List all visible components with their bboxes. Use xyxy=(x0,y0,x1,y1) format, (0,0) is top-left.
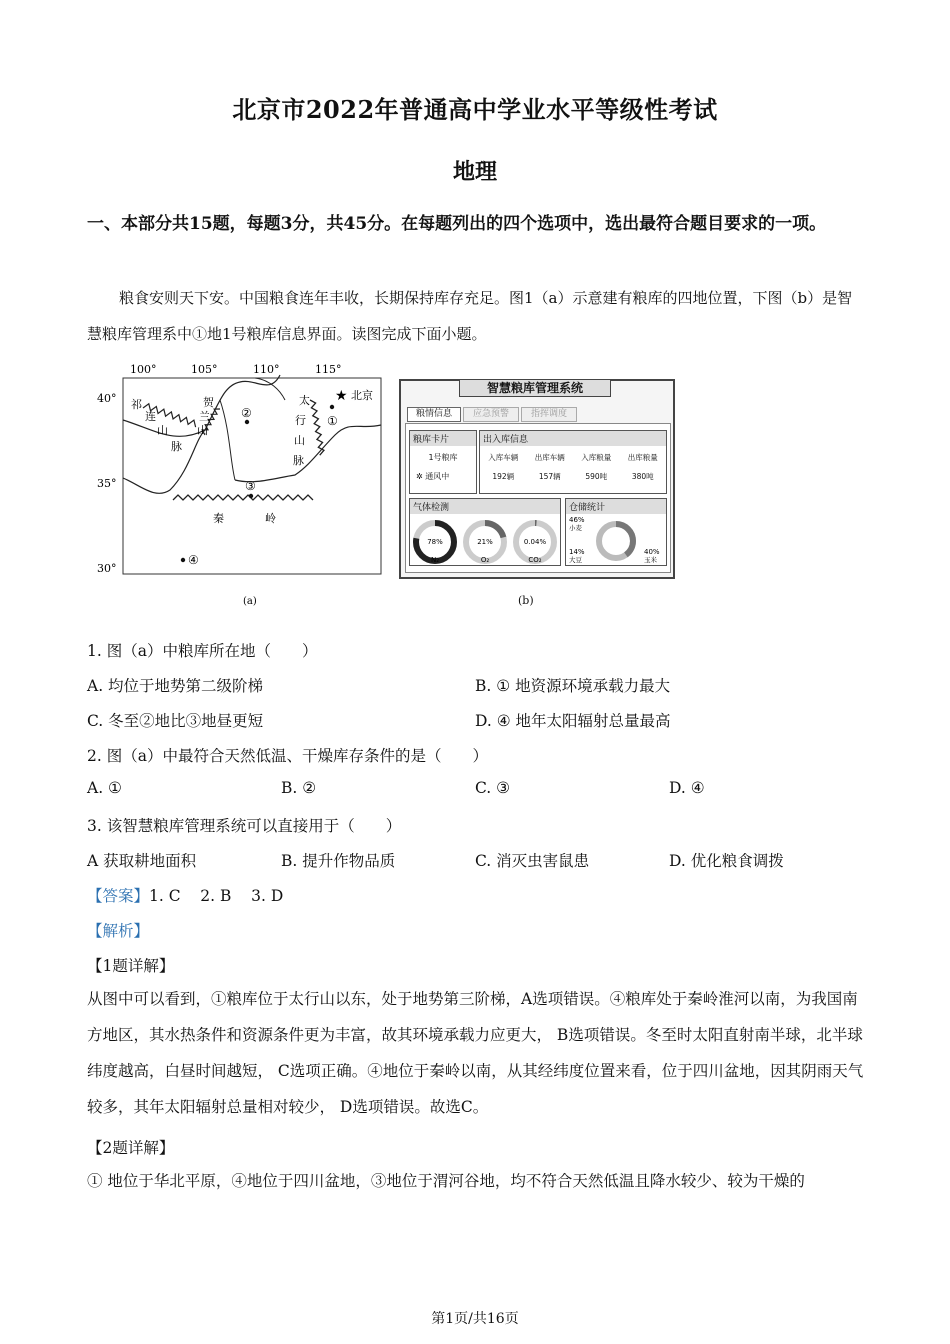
storage-pct: 40% xyxy=(644,548,660,556)
storage-donut xyxy=(566,514,666,566)
question-3-stem: 3. 该智慧粮库管理系统可以直接用于（ ） xyxy=(87,817,402,835)
map-label-qinling: 岭 xyxy=(265,512,276,525)
io-val: 590吨 xyxy=(585,472,608,481)
storage-label: 大豆 xyxy=(569,556,582,564)
map-label-helan: 山 xyxy=(197,424,208,437)
site-3: ③ xyxy=(245,479,256,493)
figure-b-caption: (b) xyxy=(518,594,534,607)
question-1-stem: 1. 图（a）中粮库所在地（ ） xyxy=(87,642,318,660)
detail-2-text: ① 地位于华北平原，④地位于四川盆地，③地位于渭河谷地，均不符合天然低温且降水较少、较为干燥的 xyxy=(87,1172,805,1190)
gauge-label: CO₂ xyxy=(528,556,542,564)
q1-option-c: C. 冬至②地比③地昼更短 xyxy=(87,712,264,730)
lon-tick: 105° xyxy=(191,363,218,376)
site-2: ② xyxy=(241,406,252,420)
io-val: 157辆 xyxy=(538,472,561,481)
q2-option-c: C. ③ xyxy=(475,779,511,797)
lon-tick: 110° xyxy=(253,363,280,376)
answer-tag: 【答案】 xyxy=(87,887,150,905)
card-name: 1号粮库 xyxy=(428,453,458,462)
q2-option-b: B. ② xyxy=(281,779,317,797)
storage-pct: 14% xyxy=(569,548,585,556)
gauge-label: O₂ xyxy=(480,556,490,564)
figure-b-panel xyxy=(399,379,675,579)
storage-label: 玉米 xyxy=(644,556,657,564)
detail-1-text: 从图中可以看到，①粮库位于太行山以东，处于地势第三阶梯，A选项错误。④粮库处于秦岭淮河以南，为我国南方地区，其水热条件和资源条件更为丰富，故其环境承载力应更大， B选项错误。冬至时太阳直射南半球，北半球纬度越高，白昼时间越短， C选项正确。④地位于秦岭以南，从其经纬度位置来看，位于四川盆地，因其阴雨天气较多，其年太阳辐射总量相对较少， D选项错误。故选C。 xyxy=(87,990,864,1116)
detail-2-heading: 【2题详解】 xyxy=(87,1139,175,1157)
grain-card xyxy=(409,430,477,494)
tab-grain-info: 粮情信息 xyxy=(407,407,461,422)
q2-option-d: D. ④ xyxy=(669,779,705,797)
section-heading: 一、本部分共15题，每题3分，共45分。在每题列出的四个选项中，选出最符合题目要求的一项。 xyxy=(87,214,827,234)
map-label-taihang: 山 xyxy=(294,434,305,447)
detail-1-heading: 【1题详解】 xyxy=(87,957,175,975)
gauge-label: N₂ xyxy=(430,556,440,564)
storage-pct: 46% xyxy=(569,516,585,524)
answer-text: 1. C 2. B 3. D xyxy=(149,887,284,905)
q3-option-b: B. 提升作物品质 xyxy=(281,852,396,870)
intro-paragraph: 粮食安则天下安。中国粮食连年丰收，长期保持库存充足。图1（a）示意建有粮库的四地位置，下图（b）是智慧粮库管理系中①地1号粮库信息界面。读图完成下面小题。 xyxy=(87,289,853,343)
storage-title: 仓储统计 xyxy=(566,499,666,514)
gauge-pct: 0.04% xyxy=(523,538,547,546)
q3-option-c: C. 消灭虫害鼠患 xyxy=(475,852,590,870)
gas-gauges xyxy=(410,514,560,566)
question-2-stem: 2. 图（a）中最符合天然低温、干燥库存条件的是（ ） xyxy=(87,747,488,765)
map-label-qinling: 秦 xyxy=(213,512,224,525)
q3-option-d: D. 优化粮食调拨 xyxy=(669,852,784,870)
map-label-taihang: 行 xyxy=(295,414,306,427)
gas-panel xyxy=(409,498,561,566)
io-info xyxy=(479,430,667,494)
fan-icon: ✲ xyxy=(416,472,423,481)
analysis-tag: 【解析】 xyxy=(87,922,150,940)
lat-tick: 35° xyxy=(97,477,117,490)
figure-b-header: 智慧粮库管理系统 xyxy=(459,379,611,397)
storage-panel xyxy=(565,498,667,566)
page-footer: 第1页/共16页 xyxy=(431,1311,519,1327)
io-col: 入库车辆 xyxy=(488,453,519,462)
lat-tick: 40° xyxy=(97,392,117,405)
io-col: 入库粮量 xyxy=(581,453,612,462)
map-label-helan: 贺 xyxy=(203,396,214,409)
map-label-beijing: 北京 xyxy=(351,389,373,402)
io-col: 出库车辆 xyxy=(534,453,565,462)
io-col: 出库粮量 xyxy=(627,453,658,462)
star-icon: ★ xyxy=(335,388,348,404)
q1-option-d: D. ④ 地年太阳辐射总量最高 xyxy=(475,712,671,730)
gauge-pct: 78% xyxy=(427,538,443,546)
q2-option-a: A. ① xyxy=(87,779,122,797)
map-label-taihang: 太 xyxy=(299,394,310,407)
gas-title: 气体检测 xyxy=(410,499,560,514)
lat-tick: 30° xyxy=(97,562,117,575)
gauge-pct: 21% xyxy=(477,538,493,546)
figure-a-map xyxy=(95,360,395,610)
tab-emergency: 应急预警 xyxy=(463,407,519,422)
q1-option-b: B. ① 地资源环境承载力最大 xyxy=(475,677,671,695)
io-val: 380吨 xyxy=(631,472,654,481)
tab-dispatch: 指挥调度 xyxy=(521,407,577,422)
lon-tick: 115° xyxy=(315,363,342,376)
card-title: 粮库卡片 xyxy=(410,431,476,446)
answer-line xyxy=(87,884,283,906)
q1-option-a: A. 均位于地势第二级阶梯 xyxy=(87,677,264,695)
io-title: 出入库信息 xyxy=(480,431,666,446)
page-title: 北京市2022年普通高中学业水平等级性考试 xyxy=(232,95,718,124)
storage-label: 小麦 xyxy=(569,524,582,532)
figure-a-caption: (a) xyxy=(243,596,257,607)
map-label-qilian: 脉 xyxy=(171,440,182,453)
map-label-helan: 兰 xyxy=(199,410,210,423)
map-label-qilian: 连 xyxy=(145,410,156,423)
map-label-qilian: 祁 xyxy=(131,398,142,411)
q3-option-a: A 获取耕地面积 xyxy=(87,852,197,870)
io-val: 192辆 xyxy=(492,472,515,481)
site-1: ① xyxy=(327,414,338,428)
map-label-taihang: 脉 xyxy=(293,454,304,467)
subject-title: 地理 xyxy=(452,159,497,185)
card-status: 通风中 xyxy=(425,472,450,481)
site-4: ④ xyxy=(188,553,199,567)
map-label-qilian: 山 xyxy=(157,424,168,437)
lon-tick: 100° xyxy=(130,363,157,376)
